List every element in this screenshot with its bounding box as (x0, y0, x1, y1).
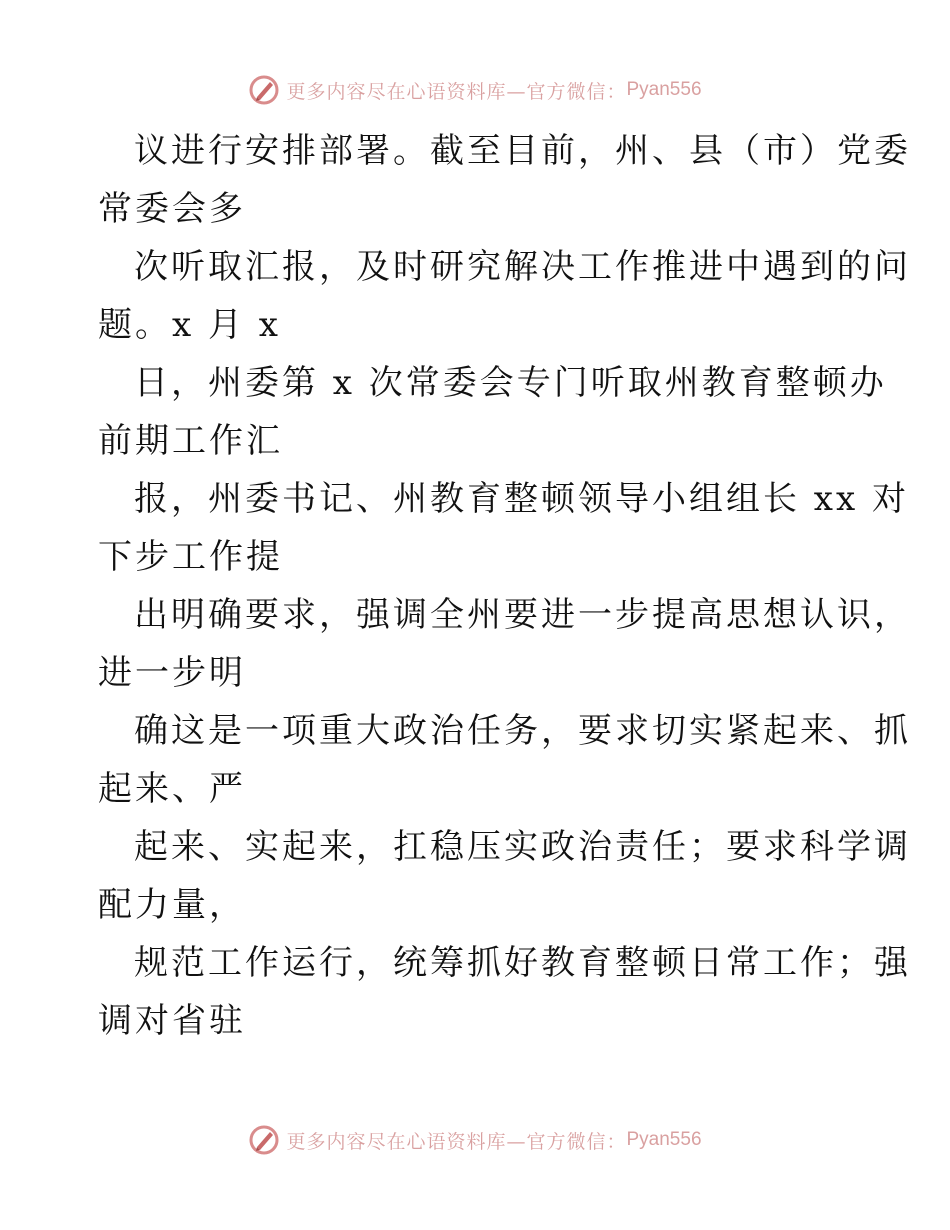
text-line: 确这是一项重大政治任务，要求切实紧起来、抓 (134, 711, 911, 751)
text-line: 配力量， (98, 885, 246, 925)
watermark-text: 更多内容尽在心语资料库—官方微信： (286, 1130, 627, 1153)
watermark-text: 更多内容尽在心语资料库—官方微信： (286, 80, 627, 103)
footer-watermark (0, 1120, 950, 1160)
text-line: 次听取汇报，及时研究解决工作推进中遇到的问 (134, 247, 911, 287)
text-line: 常委会多 (98, 189, 246, 229)
document-body (98, 122, 911, 1050)
text-line: 报，州委书记、州教育整顿领导小组组长 xx 对 (134, 479, 909, 519)
header-watermark (0, 70, 950, 110)
text-line: 题。x 月 x (98, 305, 281, 345)
watermark-handle: Pyan556 (626, 79, 702, 100)
text-line: 进一步明 (98, 653, 246, 693)
text-line: 出明确要求，强调全州要进一步提高思想认识， (134, 595, 911, 635)
text-line: 起来、实起来，扛稳压实政治责任；要求科学调 (134, 827, 911, 867)
watermark-handle: Pyan556 (626, 1129, 702, 1150)
pen-logo-icon (248, 74, 280, 106)
text-line: 议进行安排部署。截至目前，州、县（市）党委 (134, 131, 911, 171)
text-line: 下步工作提 (98, 537, 283, 577)
text-line: 前期工作汇 (98, 421, 283, 461)
text-line: 调对省驻 (98, 1001, 246, 1041)
pen-logo-icon (248, 1124, 280, 1156)
text-line: 起来、严 (98, 769, 246, 809)
text-line: 规范工作运行，统筹抓好教育整顿日常工作；强 (134, 943, 911, 983)
text-line: 日，州委第 x 次常委会专门听取州教育整顿办 (134, 363, 887, 403)
